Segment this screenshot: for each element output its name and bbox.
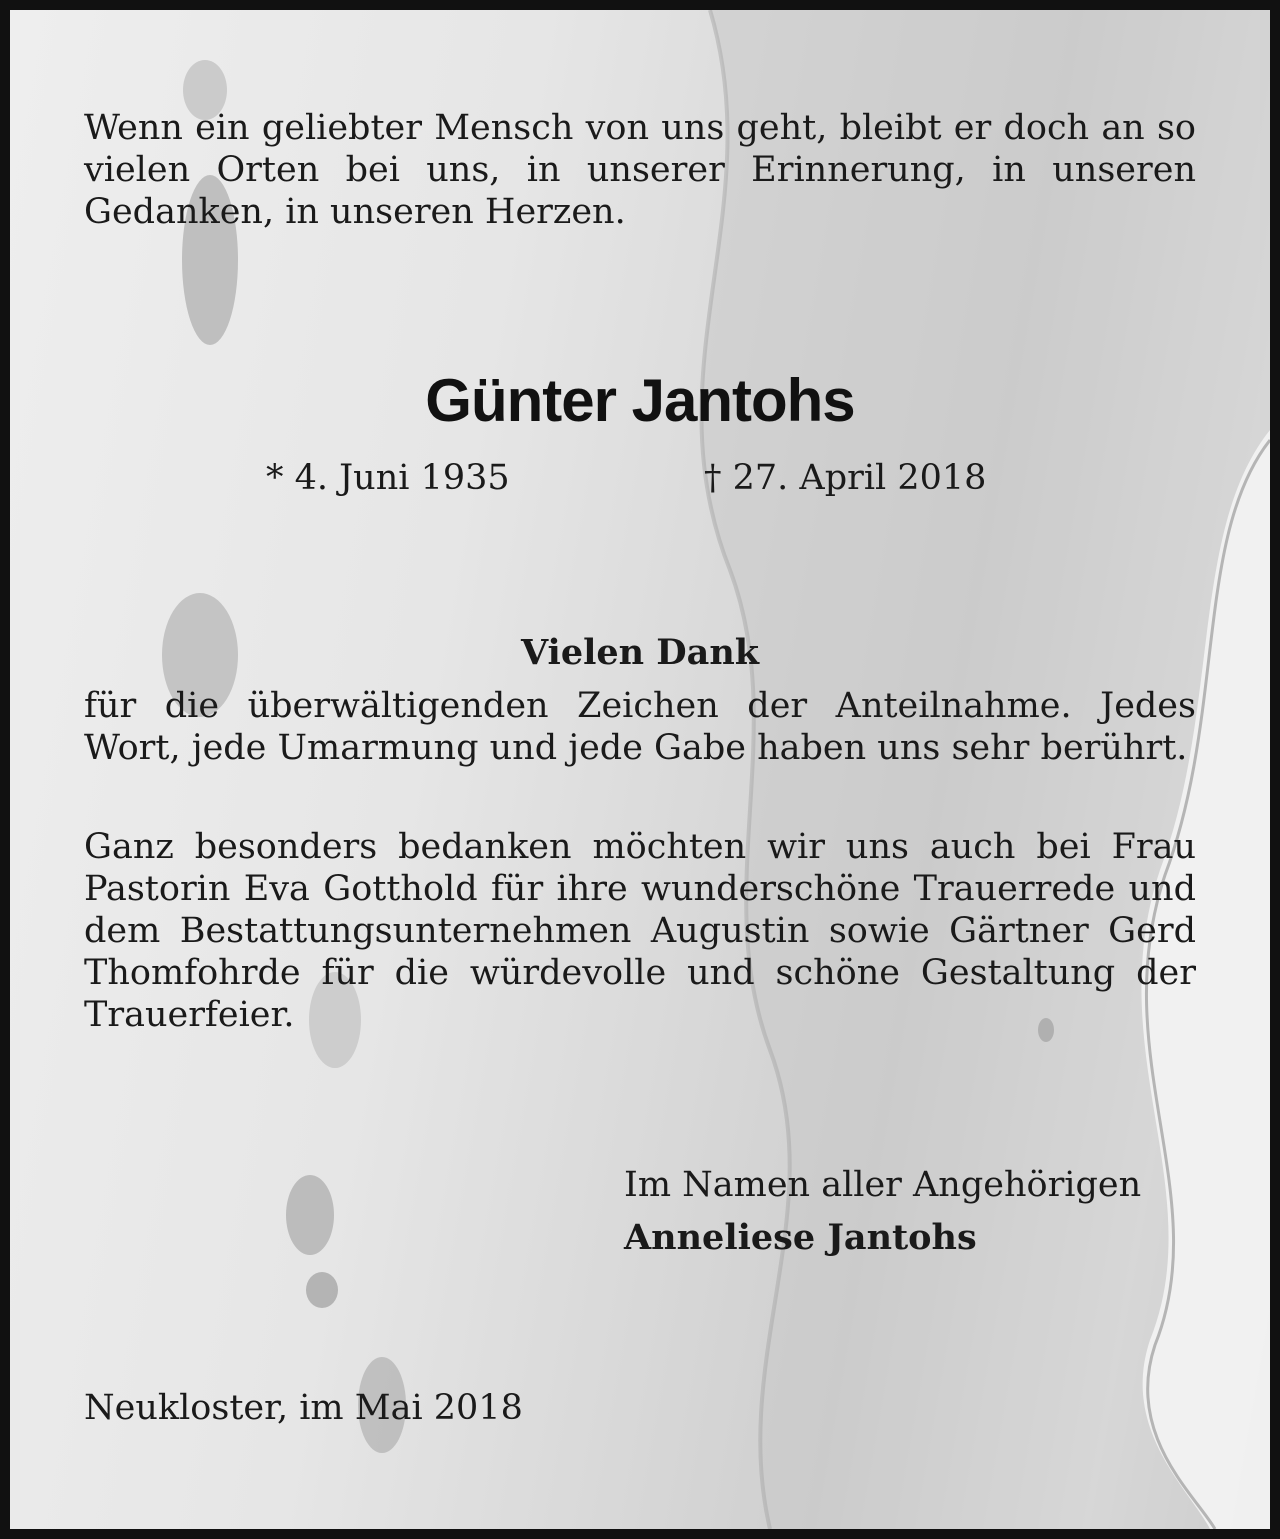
place-and-date: Neukloster, im Mai 2018: [84, 1388, 523, 1428]
acknowledgement-paragraph: Ganz besonders bedanken möchten wir uns auch bei Frau Pastorin Eva Gotthold für ihre wunderschöne Trauerrede und dem Bestattungsunternehmen Augustin sowie Gärtner Gerd Thomfohrde für die würdevolle und schöne Gestaltung der Trauerfeier.: [84, 827, 1196, 1035]
signature-line: Im Namen aller Angehörigen: [624, 1165, 1142, 1205]
signature-name: Anneliese Jantohs: [624, 1217, 977, 1258]
thanks-heading: Vielen Dank: [520, 632, 760, 673]
thanks-paragraph: für die überwältigenden Zeichen der Anteilnahme. Jedes Wort, jede Umarmung und jede Gabe haben uns sehr berührt.: [84, 686, 1196, 768]
death-date: † 27. April 2018: [704, 458, 987, 498]
birth-date: * 4. Juni 1935: [266, 458, 510, 498]
beach-footprints-background: [10, 10, 1270, 1529]
footprint: [306, 1272, 338, 1308]
deceased-name: Günter Jantohs: [425, 367, 855, 434]
memorial-quote: Wenn ein geliebter Mensch von uns geht, bleibt er doch an so vielen Orten bei uns, in unserer Erinnerung, in unseren Gedanken, in unseren Herzen.: [84, 108, 1196, 232]
footprint: [286, 1175, 334, 1255]
